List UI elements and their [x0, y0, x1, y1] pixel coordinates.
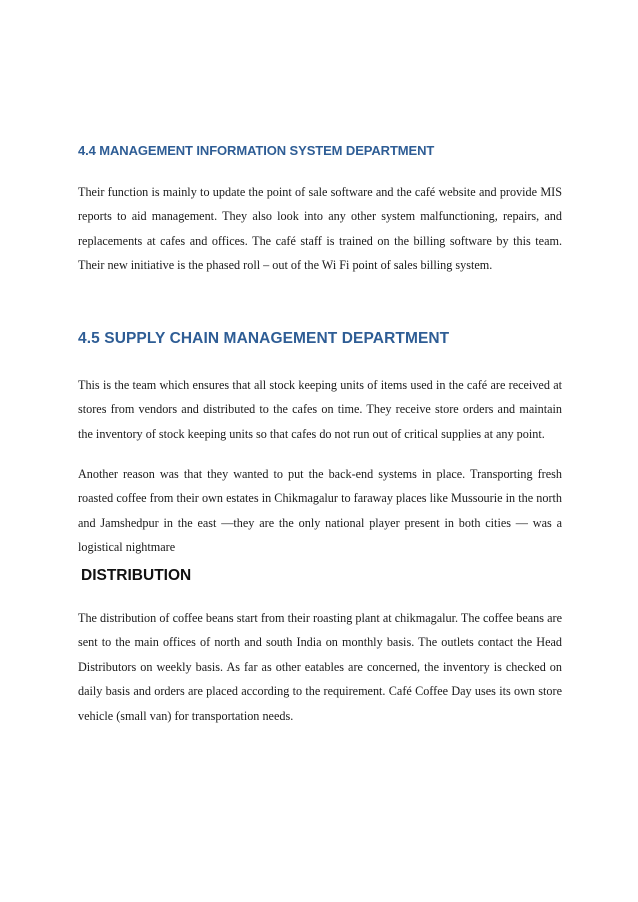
section-paragraph-mis: Their function is mainly to update the point of sale software and the café website and provide MIS reports to aid management. They also look into any other system malfunctioning, repairs, and replacements at cafes and offices. The café staff is trained on the billing software by this team. Their new initiative is the phased roll – out of the Wi Fi point of sales billing system. [78, 185, 562, 273]
section-paragraph-supply-chain-2: Another reason was that they wanted to put the back-end systems in place. Transporting fresh roasted coffee from their own estates in Chikmagalur to faraway places like Mussourie in the north and Jamshedpur in the east —they are the only national player present in both cities — was a logistical nightmare [78, 467, 562, 555]
section-heading-supply-chain: 4.5 SUPPLY CHAIN MANAGEMENT DEPARTMENT [78, 330, 450, 347]
section-paragraph-supply-chain-1: This is the team which ensures that all stock keeping units of items used in the café are received at stores from vendors and distributed to the cafes on time. They receive store orders and maintain the inventory of stock keeping units so that cafes do not run out of critical supplies at any point. [78, 378, 562, 441]
section-heading-distribution: DISTRIBUTION [81, 567, 192, 584]
section-heading-mis: 4.4 MANAGEMENT INFORMATION SYSTEM DEPARTMENT [78, 143, 435, 158]
section-paragraph-distribution: The distribution of coffee beans start from their roasting plant at chikmagalur. The coffee beans are sent to the main offices of north and south India on monthly basis. The outlets contact the Head Distributors on weekly basis. As far as other eatables are concerned, the inventory is checked on daily basis and orders are placed according to the requirement. Café Coffee Day uses its own store vehicle (small van) for transportation needs. [78, 611, 562, 723]
